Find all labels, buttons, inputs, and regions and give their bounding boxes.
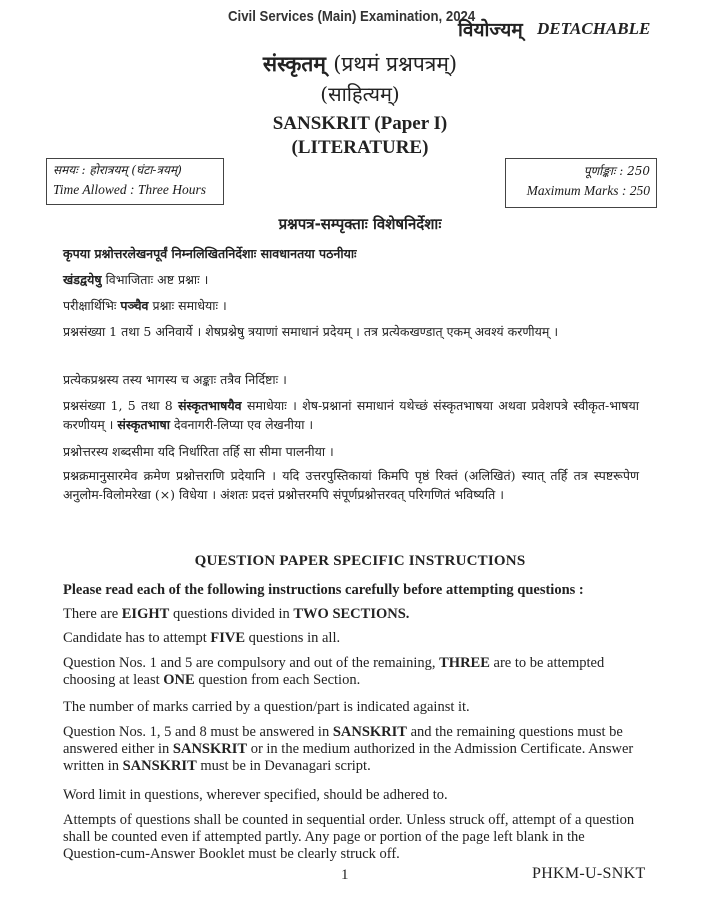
detachable-label: DETACHABLE <box>537 19 651 38</box>
sanskrit-instruction-4: प्रत्येकप्रश्नस्य तस्य भागस्य च अङ्काः तत्रैव निर्दिष्टाः । <box>63 372 287 387</box>
english-subtitle: (LITERATURE) <box>291 137 429 158</box>
sanskrit-subtitle: (साहित्यम्) <box>320 82 400 106</box>
exam-title: Civil Services (Main) Examination, 2024 <box>228 8 476 25</box>
time-sanskrit-label: समयः : होरात्रयम् (घंटा-त्रयम्) <box>53 163 182 177</box>
english-instruction-3: Question Nos. 1 and 5 are compulsory and out of the remaining, THREE are to be attempted choosing at least ONE question from each Section. <box>63 655 605 688</box>
english-instruction-1: There are EIGHT questions divided in TWO SECTIONS. <box>63 606 410 622</box>
english-instructions-intro: Please read each of the following instructions carefully before attempting questions : <box>63 582 584 598</box>
marks-sanskrit-label: पूर्णाङ्काः : 250 <box>583 164 650 178</box>
sanskrit-instruction-7: प्रश्नक्रमानुसारमेव क्रमेण प्रश्नोत्तराणि प्रदेयानि । यदि उत्तरपुस्तिकायां किमपि पृष्ठं रिक्तं (अलिखितं) स्यात् तर्हि तत्र स्पष्टरूपेण अनुलोम-विलोमरेखा (×) विधेया । अंशतः प्रदत्तं प्रश्नोत्तरमपि संपूर्णप्रश्नोत्तरवत् परिगणितं भविष्यति । <box>63 468 639 502</box>
english-instruction-2: Candidate has to attempt FIVE questions in all. <box>63 630 341 646</box>
maximum-marks-box <box>505 158 657 208</box>
sanskrit-instruction-2: परीक्षार्थिभिः पञ्चैव प्रश्नाः समाधेयाः । <box>63 298 227 313</box>
sanskrit-instruction-1: खंडद्वयेषु विभाजिताः अष्ट प्रश्नाः । <box>63 272 209 287</box>
paper-code: PHKM-U-SNKT <box>532 865 646 882</box>
sanskrit-instructions-heading: प्रश्नपत्र-सम्पृक्ताः विशेषनिर्देशाः <box>278 215 442 233</box>
time-allowed-box <box>46 158 224 205</box>
page-number: 1 <box>341 867 349 883</box>
english-instruction-7: Attempts of questions shall be counted in sequential order. Unless struck off, attempt of a question shall be counted even if attempted partly. Any page or portion of the page left blank in the Question-cum-Answer Booklet must be clearly struck off. <box>63 812 635 862</box>
english-instructions-heading: QUESTION PAPER SPECIFIC INSTRUCTIONS <box>194 553 526 569</box>
sanskrit-instruction-6: प्रश्नोत्तरस्य शब्दसीमा यदि निर्धारिता तर्हि सा सीमा पालनीया । <box>63 444 334 459</box>
sanskrit-title-main: संस्कृतम् <box>262 51 326 76</box>
english-instruction-5: Question Nos. 1, 5 and 8 must be answered in SANSKRIT and the remaining questions must be answered either in SANSKRIT or in the medium authorized in the Admission Certificate. Answer written in SANSKRIT must be in Devanagari script. <box>63 724 634 774</box>
viyojyam-label: वियोज्यम् <box>458 19 523 41</box>
time-english-label: Time Allowed : Three Hours <box>53 182 207 197</box>
marks-english-label: Maximum Marks : 250 <box>526 183 650 198</box>
sanskrit-title-paper: (प्रथमं प्रश्नपत्रम्) <box>333 52 458 76</box>
english-instruction-4: The number of marks carried by a question/part is indicated against it. <box>63 699 470 715</box>
sanskrit-instruction-3: प्रश्नसंख्या 1 तथा 5 अनिवार्ये । शेषप्रश्नेषु त्रयाणां समाधानं प्रदेयम् । तत्र प्रत्येकखण्डात् एकम् अवश्यं करणीयम् । <box>63 324 559 339</box>
english-instruction-6: Word limit in questions, wherever specified, should be adhered to. <box>63 787 448 803</box>
sanskrit-title <box>0 50 720 78</box>
english-title: SANSKRIT (Paper I) <box>272 113 448 134</box>
sanskrit-instructions-intro: कृपया प्रश्नोत्तरलेखनपूर्वं निम्नलिखितनिर्देशाः सावधानतया पठनीयाः <box>63 246 357 261</box>
sanskrit-instruction-5: प्रश्नसंख्या 1, 5 तथा 8 संस्कृतभाषयैव समाधेयाः । शेष-प्रश्नानां समाधानं यथेच्छं संस्कृतभाषया अथवा प्रवेशपत्रे स्वीकृत-भाषया करणीयम् । संस्कृतभाषा देवनागरी-लिप्या एव लेखनीया । <box>63 398 639 432</box>
